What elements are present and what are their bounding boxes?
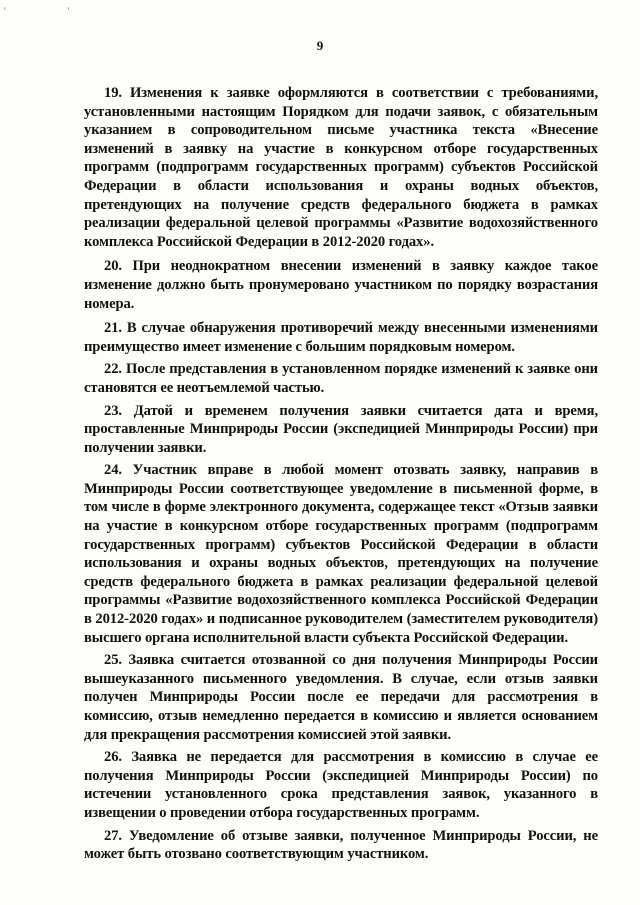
paragraph-24: 24. Участник вправе в любой момент отозвать заявку, направив в Минприроды России соответствующее уведомление в письменной форме, в том числе в форме электронного документа, содержащее текст «Отзыв заявки на участие в конкурсном отборе государственных программ (подпрограмм государственных программ) субъектов Российской Федерации в области использования и охраны водных объектов, претендующих на получение средств федерального бюджета в рамках реализации федеральной целевой программы «Развитие водохозяйственного комплекса Российской Федерации в 2012-2020 годах» и подписанное руководителем (заместителем руководителя) высшего органа исполнительной власти субъекта Российской Федерации. bbox=[84, 462, 598, 646]
paragraph-19: 19. Изменения к заявке оформляются в соответствии с требованиями, установленными настоящим Порядком для подачи заявок, с обязательным указанием в сопроводительном письме участника текста «Внесение изменений в заявку на участие в конкурсном отборе государственных программ (подпрограмм государственных программ) субъектов Российской Федерации в области использования и охраны водных объектов, претендующих на получение средств федерального бюджета в рамках реализации федеральной целевой программы «Развитие водохозяйственного комплекса Российской Федерации в 2012-2020 годах». bbox=[84, 85, 598, 250]
paragraph-21: 21. В случае обнаружения противоречий между внесенными изменениями преимущество имеет изменение с большим порядковым номером. bbox=[84, 320, 598, 355]
paragraph-26: 26. Заявка не передается для рассмотрения в комиссию в случае ее получения Минприроды России (экспедицией Минприроды России) по истечении установленного срока представления заявок, указанного в извещении о проведении отбора государственных программ. bbox=[84, 749, 598, 821]
paragraph-22: 22. После представления в установленном порядке изменений к заявке они становятся ее неотъемлемой частью. bbox=[84, 361, 598, 396]
scan-corner-marks: ' ' bbox=[4, 6, 100, 16]
paragraph-25: 25. Заявка считается отозванной со дня получения Минприроды России вышеуказанного письменного уведомления. В случае, если отзыв заявки получен Минприроды России после ее передачи для рассмотрения в комиссию, отзыв немедленно передается в комиссию и является основанием для прекращения рассмотрения комиссией этой заявки. bbox=[84, 652, 598, 743]
document-body bbox=[84, 84, 598, 866]
paragraph-20: 20. При неоднократном внесении изменений в заявку каждое такое изменение должно быть пронумеровано участником по порядку возрастания номера. bbox=[84, 258, 598, 312]
page-number: 9 bbox=[316, 38, 324, 53]
paragraph-23: 23. Датой и временем получения заявки считается дата и время, проставленные Минприроды России (экспедицией Минприроды России) при получении заявки. bbox=[84, 402, 598, 456]
paragraph-27: 27. Уведомление об отзыве заявки, полученное Минприроды России, не может быть отозвано соответствующим участником. bbox=[84, 827, 598, 863]
